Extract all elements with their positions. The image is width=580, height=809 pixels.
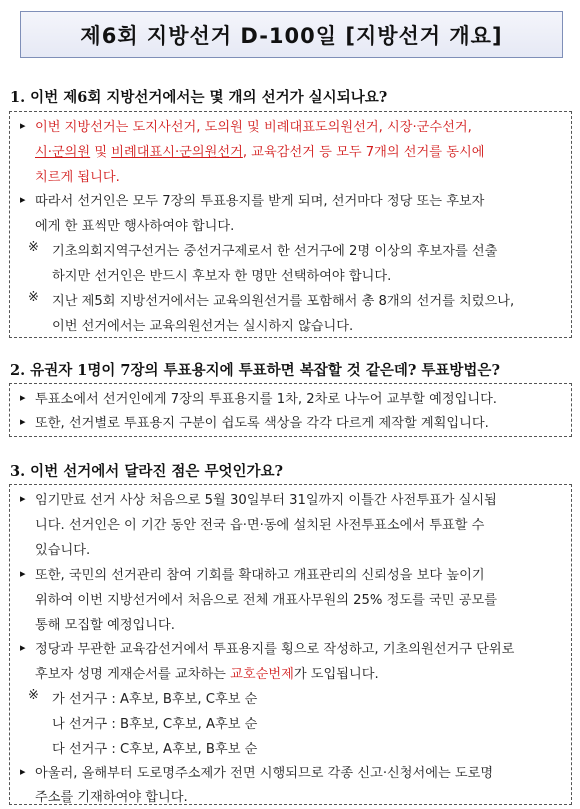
example-na: 나 선거구 : B후보, C후보, A후보 순 [52,717,258,732]
s1-b1-term-proportional: 비례대표시·군의원선거 [111,145,243,160]
s1-n1-line2: 하지만 선거인은 반드시 후보자 한 명만 선택하여야 합니다. [52,269,392,284]
s3-b2-line2: 위하여 이번 지방선거에서 처음으로 전체 개표사무원의 25% 정도를 국민 공모를 [35,593,497,608]
s3-b4-line2: 주소를 기재하여야 합니다. [35,790,188,805]
bullet-icon: ▸ [20,119,26,132]
s2-b2: 또한, 선거별로 투표용지 구분이 쉽도록 색상을 각각 다르게 제작할 계획입니다. [35,416,489,431]
s1-b1-line3: 치르게 됩니다. [35,170,120,185]
note-mark-icon: ※ [28,290,39,305]
s3-b3-line2-end: 가 도입됩니다. [293,667,379,682]
bullet-icon: ▸ [20,641,26,654]
s1-b1-line1: 이번 지방선거는 도지사선거, 도의원 및 비례대표도의원선거, 시장·군수선거, [35,120,472,135]
cross-order-term: 교호순번제 [230,667,294,682]
question-1: 1. 이번 제6회 지방선거에서는 몇 개의 선거가 실시되나요? [10,89,388,106]
s3-b1-line2: 니다. 선거인은 이 기간 동안 전국 읍·면·동에 설치된 사전투표소에서 투표할 수 [35,518,485,533]
s3-b3-line2 [35,663,379,682]
s1-b1-term-gun-council: 시·군의원 [35,145,91,160]
bullet-icon: ▸ [20,391,26,404]
bullet-icon: ▸ [20,492,26,505]
question-2: 2. 유권자 1명이 7장의 투표용지에 투표하면 복잡할 것 같은데? 투표방법은? [10,362,500,379]
s1-b1-line2 [35,141,484,160]
s1-b1-line2-rest: , 교육감선거 등 모두 7개의 선거를 동시에 [242,145,485,160]
s2-b1: 투표소에서 선거인에게 7장의 투표용지를 1차, 2차로 나누어 교부할 예정입니다. [35,392,498,407]
s3-b2-line1: 또한, 국민의 선거관리 참여 기회를 확대하고 개표관리의 신뢰성을 보다 높이기 [35,568,485,583]
note-mark-icon: ※ [28,688,39,703]
bullet-icon: ▸ [20,765,26,778]
note-mark-icon: ※ [28,240,39,255]
s3-b4-line1: 아울러, 올해부터 도로명주소제가 전면 시행되므로 각종 신고·신청서에는 도로명 [35,766,494,781]
example-ga: 가 선거구 : A후보, B후보, C후보 순 [52,692,258,707]
bullet-icon: ▸ [20,567,26,580]
bullet-icon: ▸ [20,193,26,206]
s3-b2-line3: 통해 모집할 예정입니다. [35,618,175,633]
s1-b2-line1: 따라서 선거인은 모두 7장의 투표용지를 받게 되며, 선거마다 정당 또는 후보자 [35,194,485,209]
s3-b3-line1: 정당과 무관한 교육감선거에서 투표용지를 횡으로 작성하고, 기초의원선거구 단위로 [35,642,515,657]
s1-n2-line2: 이번 선거에서는 교육의원선거는 실시하지 않습니다. [52,319,354,334]
s3-b3-line2-start: 후보자 성명 게재순서를 교차하는 [35,667,231,682]
s3-b1-line1: 임기만료 선거 사상 처음으로 5월 30일부터 31일까지 이틀간 사전투표가 실시됩 [35,493,497,508]
s1-n1-line1: 기초의회지역구선거는 중선거구제로서 한 선거구에 2명 이상의 후보자를 선출 [52,244,498,259]
example-da: 다 선거구 : C후보, A후보, B후보 순 [52,742,258,757]
s1-n2-line1: 지난 제5회 지방선거에서는 교육의원선거를 포함해서 총 8개의 선거를 치렀으나, [52,294,515,309]
page-title: 제6회 지방선거 D-100일 [지방선거 개요] [20,11,563,58]
s1-b1-join: 및 [90,145,112,160]
question-3: 3. 이번 선거에서 달라진 점은 무엇인가요? [10,463,283,480]
s3-b1-line3: 있습니다. [35,543,91,558]
s1-b2-line2: 에게 한 표씩만 행사하여야 합니다. [35,219,235,234]
bullet-icon: ▸ [20,415,26,428]
